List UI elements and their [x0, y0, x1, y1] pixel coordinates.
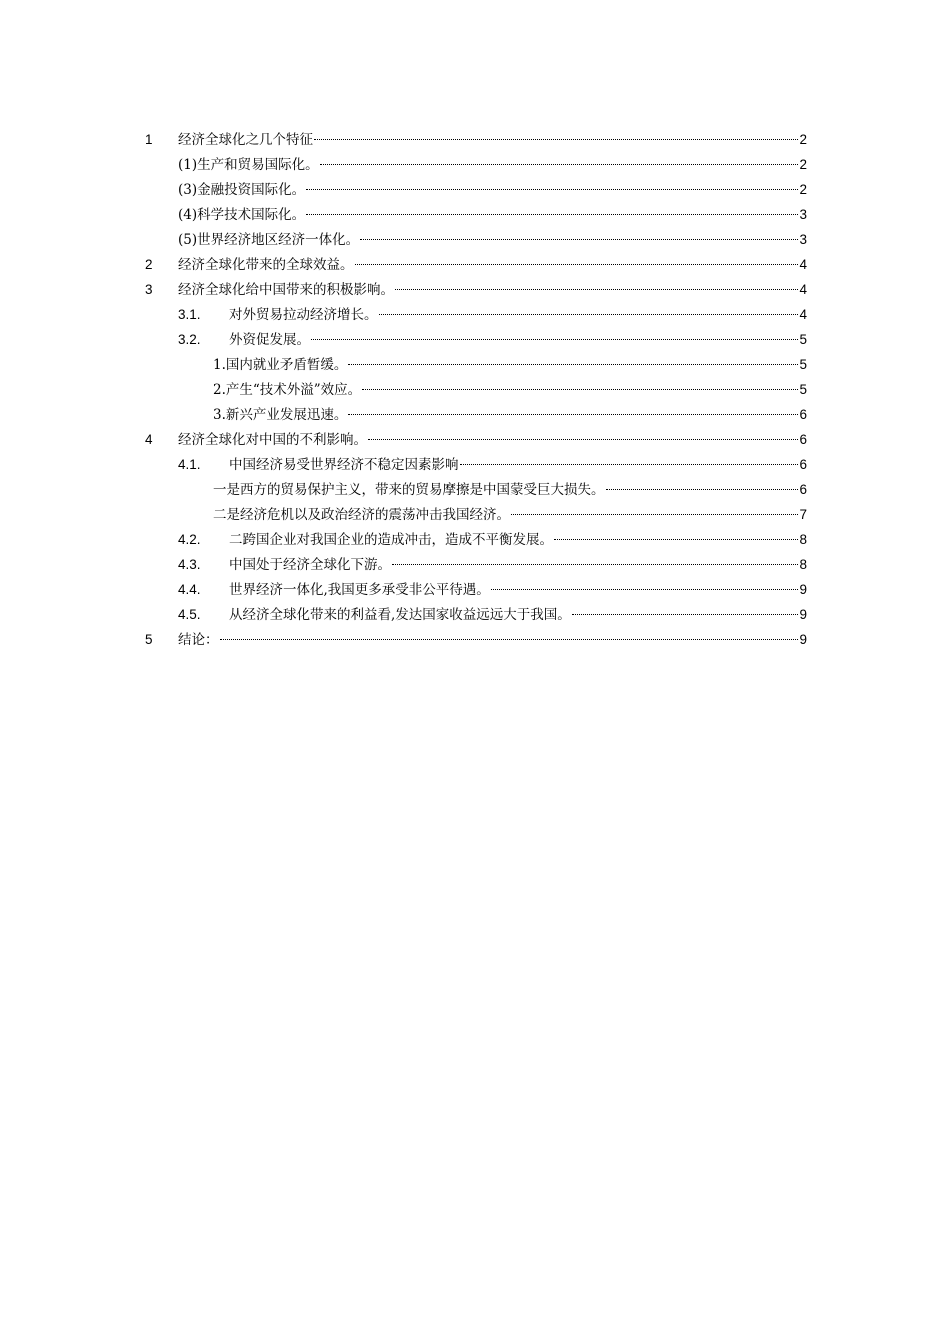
- toc-entry[interactable]: [145, 277, 807, 302]
- toc-entry-number: 4: [145, 432, 153, 447]
- toc-entry[interactable]: [145, 527, 807, 552]
- toc-entry-title: 中国经济易受世界经济不稳定因素影响: [229, 457, 459, 473]
- toc-entry[interactable]: [145, 377, 807, 402]
- toc-dot-leader: [572, 614, 799, 615]
- toc-entry[interactable]: [145, 402, 807, 427]
- toc-entry-title: 3.新兴产业发展迅速。: [213, 407, 348, 423]
- toc-entry-page: 4: [799, 307, 807, 322]
- toc-entry-page: 5: [799, 357, 807, 372]
- toc-entry-number: 4.3.: [178, 557, 201, 572]
- toc-entry-page: 2: [799, 132, 807, 147]
- toc-dot-leader: [355, 264, 799, 265]
- toc-dot-leader: [460, 464, 799, 465]
- toc-entry[interactable]: [145, 177, 807, 202]
- toc-entry-page: 2: [799, 182, 807, 197]
- toc-entry-title: 1.国内就业矛盾暂缓。: [213, 357, 348, 373]
- toc-dot-leader: [348, 364, 798, 365]
- toc-entry[interactable]: [145, 127, 807, 152]
- toc-entry[interactable]: [145, 252, 807, 277]
- toc-entry[interactable]: [145, 502, 807, 527]
- toc-entry-page: 8: [799, 557, 807, 572]
- toc-entry-title: (1)生产和贸易国际化。: [178, 157, 319, 173]
- toc-dot-leader: [314, 139, 798, 140]
- toc-entry-title: 结论：: [178, 632, 219, 648]
- toc-entry[interactable]: [145, 577, 807, 602]
- toc-dot-leader: [392, 564, 798, 565]
- toc-entry[interactable]: [145, 602, 807, 627]
- toc-entry-page: 7: [799, 507, 807, 522]
- toc-entry-page: 2: [799, 157, 807, 172]
- toc-dot-leader: [362, 389, 798, 390]
- toc-entry[interactable]: [145, 427, 807, 452]
- table-of-contents: [145, 127, 807, 652]
- toc-entry[interactable]: [145, 552, 807, 577]
- toc-entry-number: 4.5.: [178, 607, 201, 622]
- toc-dot-leader: [368, 439, 798, 440]
- toc-dot-leader: [360, 239, 798, 240]
- toc-entry[interactable]: [145, 627, 807, 652]
- toc-entry-title: 二是经济危机以及政治经济的震荡冲击我国经济。: [213, 507, 510, 523]
- toc-dot-leader: [511, 514, 798, 515]
- toc-entry-page: 4: [799, 257, 807, 272]
- toc-entry-number: 4.2.: [178, 532, 201, 547]
- toc-entry-title: 二跨国企业对我国企业的造成冲击，造成不平衡发展。: [229, 532, 553, 548]
- toc-entry[interactable]: [145, 152, 807, 177]
- toc-entry-number: 4.4.: [178, 582, 201, 597]
- toc-entry-title: 经济全球化对中国的不利影响。: [178, 432, 367, 448]
- toc-entry-title: 一是西方的贸易保护主义，带来的贸易摩擦是中国蒙受巨大损失。: [213, 482, 605, 498]
- toc-entry-page: 5: [799, 332, 807, 347]
- toc-entry-title: 中国处于经济全球化下游。: [229, 557, 391, 573]
- toc-entry-page: 6: [799, 482, 807, 497]
- toc-dot-leader: [311, 339, 798, 340]
- toc-entry-number: 3: [145, 282, 153, 297]
- toc-entry-title: 经济全球化带来的全球效益。: [178, 257, 354, 273]
- toc-entry-title: 对外贸易拉动经济增长。: [229, 307, 378, 323]
- toc-dot-leader: [306, 189, 798, 190]
- toc-entry-page: 8: [799, 532, 807, 547]
- toc-entry[interactable]: [145, 477, 807, 502]
- toc-entry-title: (4)科学技术国际化。: [178, 207, 306, 223]
- toc-dot-leader: [320, 164, 799, 165]
- toc-entry-page: 4: [799, 282, 807, 297]
- toc-dot-leader: [491, 589, 799, 590]
- toc-entry-number: 2: [145, 257, 153, 272]
- toc-entry[interactable]: [145, 327, 807, 352]
- toc-entry-title: 2.产生“技术外溢”效应。: [213, 382, 362, 398]
- toc-entry-title: (5)世界经济地区经济一体化。: [178, 232, 360, 248]
- toc-entry-title: 从经济全球化带来的利益看,发达国家收益远远大于我国。: [229, 607, 571, 623]
- toc-entry[interactable]: [145, 452, 807, 477]
- toc-entry-number: 4.1.: [178, 457, 201, 472]
- toc-entry-title: 经济全球化给中国带来的积极影响。: [178, 282, 394, 298]
- toc-entry-page: 9: [799, 632, 807, 647]
- toc-entry-page: 5: [799, 382, 807, 397]
- toc-entry-page: 3: [799, 207, 807, 222]
- toc-dot-leader: [379, 314, 799, 315]
- toc-dot-leader: [306, 214, 798, 215]
- toc-entry-page: 6: [799, 432, 807, 447]
- toc-entry-page: 6: [799, 457, 807, 472]
- toc-dot-leader: [554, 539, 798, 540]
- toc-dot-leader: [606, 489, 799, 490]
- toc-entry-page: 6: [799, 407, 807, 422]
- toc-entry-title: 外资促发展。: [229, 332, 310, 348]
- toc-entry[interactable]: [145, 302, 807, 327]
- toc-entry[interactable]: [145, 352, 807, 377]
- toc-entry-number: 1: [145, 132, 153, 147]
- toc-entry[interactable]: [145, 202, 807, 227]
- toc-entry[interactable]: [145, 227, 807, 252]
- toc-entry-page: 3: [799, 232, 807, 247]
- toc-dot-leader: [348, 414, 798, 415]
- toc-entry-page: 9: [799, 607, 807, 622]
- toc-dot-leader: [395, 289, 798, 290]
- toc-entry-title: 世界经济一体化,我国更多承受非公平待遇。: [229, 582, 490, 598]
- toc-entry-title: 经济全球化之几个特征: [178, 132, 313, 148]
- toc-entry-title: (3)金融投资国际化。: [178, 182, 306, 198]
- toc-entry-number: 3.2.: [178, 332, 201, 347]
- toc-entry-page: 9: [799, 582, 807, 597]
- toc-dot-leader: [220, 639, 799, 640]
- toc-entry-number: 3.1.: [178, 307, 201, 322]
- toc-entry-number: 5: [145, 632, 153, 647]
